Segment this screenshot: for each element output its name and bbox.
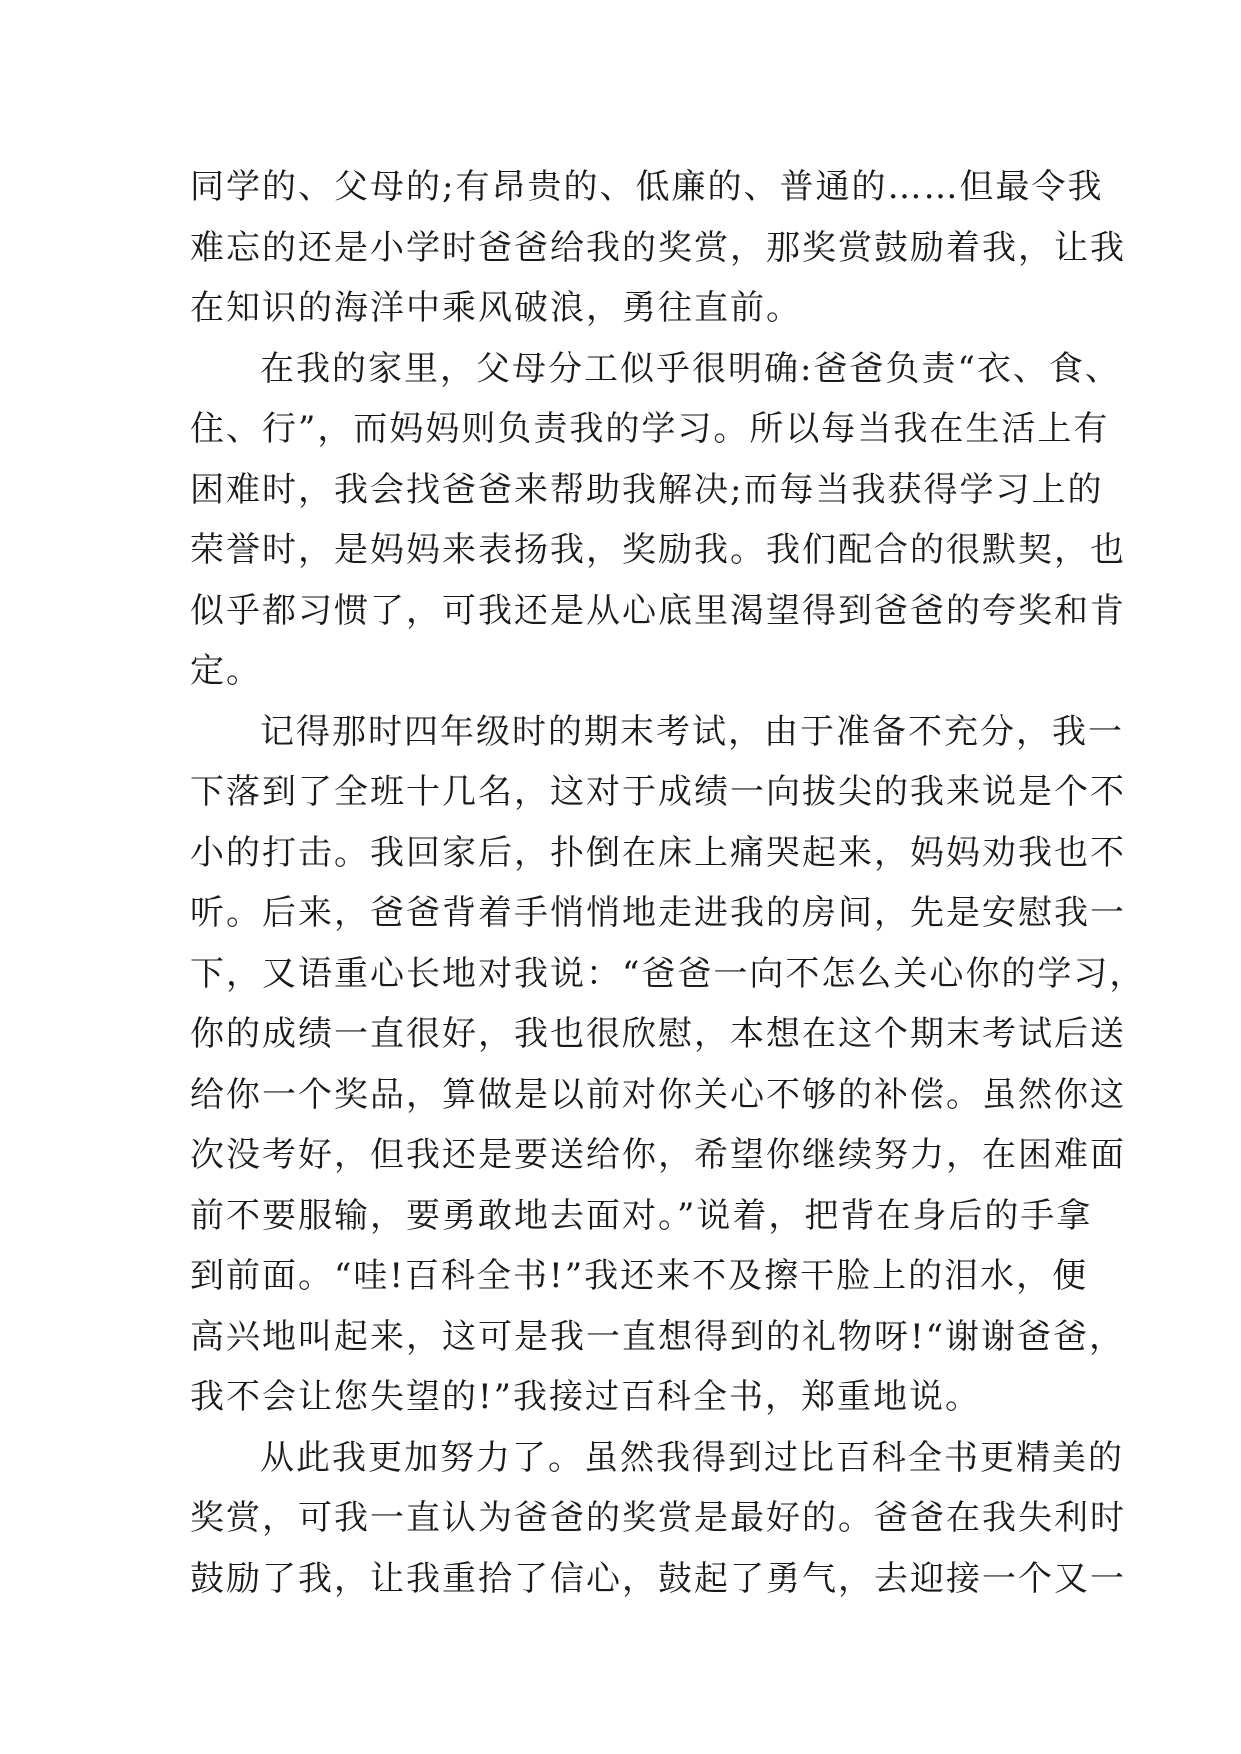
text-line: 难忘的还是小学时爸爸给我的奖赏，那奖赏鼓励着我，让我 <box>190 227 1126 268</box>
text-line: 次没考好，但我还是要送给你，希望你继续努力，在困难面 <box>190 1135 1126 1175</box>
text-line: 你的成绩一直很好，我也很欣慰，本想在这个期末考试后送 <box>190 1014 1126 1054</box>
text-line: 定。 <box>190 651 262 691</box>
text-line: 同学的、父母的;有昂贵的、低廉的、普通的……但最令我 <box>190 167 1104 207</box>
text-line: 似乎都习惯了，可我还是从心底里渴望得到爸爸的夸奖和肯 <box>190 590 1126 631</box>
text-line: 给你一个奖品，算做是以前对你关心不够的补偿。虽然你这 <box>190 1074 1126 1115</box>
text-line: 听。后来，爸爸背着手悄悄地走进我的房间，先是安慰我一 <box>190 893 1126 933</box>
text-line: 在我的家里，父母分工似乎很明确:爸爸负责“衣、食、 <box>260 348 1121 389</box>
text-line: 困难时，我会找爸爸来帮助我解决;而每当我获得学习上的 <box>190 469 1104 510</box>
text-line: 鼓励了我，让我重拾了信心，鼓起了勇气，去迎接一个又一 <box>190 1558 1126 1599</box>
text-line: 荣誉时，是妈妈来表扬我，奖励我。我们配合的很默契，也 <box>190 530 1126 570</box>
paragraph-3 <box>190 702 1146 1428</box>
text-line: 下，又语重心长地对我说：“爸爸一向不怎么关心你的学习， <box>190 953 1146 994</box>
text-line: 在知识的海洋中乘风破浪，勇往直前。 <box>190 288 802 328</box>
paragraph-4 <box>190 1428 1126 1610</box>
text-line: 高兴地叫起来，这可是我一直想得到的礼物呀!“谢谢爸爸， <box>190 1316 1126 1357</box>
paragraph-2 <box>190 339 1126 702</box>
text-line: 小的打击。我回家后，扑倒在床上痛哭起来，妈妈劝我也不 <box>190 832 1126 873</box>
text-line: 到前面。“哇!百科全书!”我还来不及擦干脸上的泪水，便 <box>190 1256 1089 1296</box>
text-line: 前不要服输，要勇敢地去面对。”说着，把背在身后的手拿 <box>190 1195 1093 1236</box>
text-line: 从此我更加努力了。虽然我得到过比百科全书更精美的 <box>260 1437 1124 1478</box>
text-line: 奖赏，可我一直认为爸爸的奖赏是最好的。爸爸在我失利时 <box>190 1498 1126 1538</box>
text-line: 住、行”，而妈妈则负责我的学习。所以每当我在生活上有 <box>190 409 1110 449</box>
text-line: 记得那时四年级时的期末考试，由于准备不充分，我一 <box>260 711 1124 752</box>
document-body <box>190 157 1146 1609</box>
paragraph-1 <box>190 157 1126 339</box>
text-line: 下落到了全班十几名，这对于成绩一向拔尖的我来说是个不 <box>190 772 1126 812</box>
text-line: 我不会让您失望的!”我接过百科全书，郑重地说。 <box>190 1377 982 1417</box>
